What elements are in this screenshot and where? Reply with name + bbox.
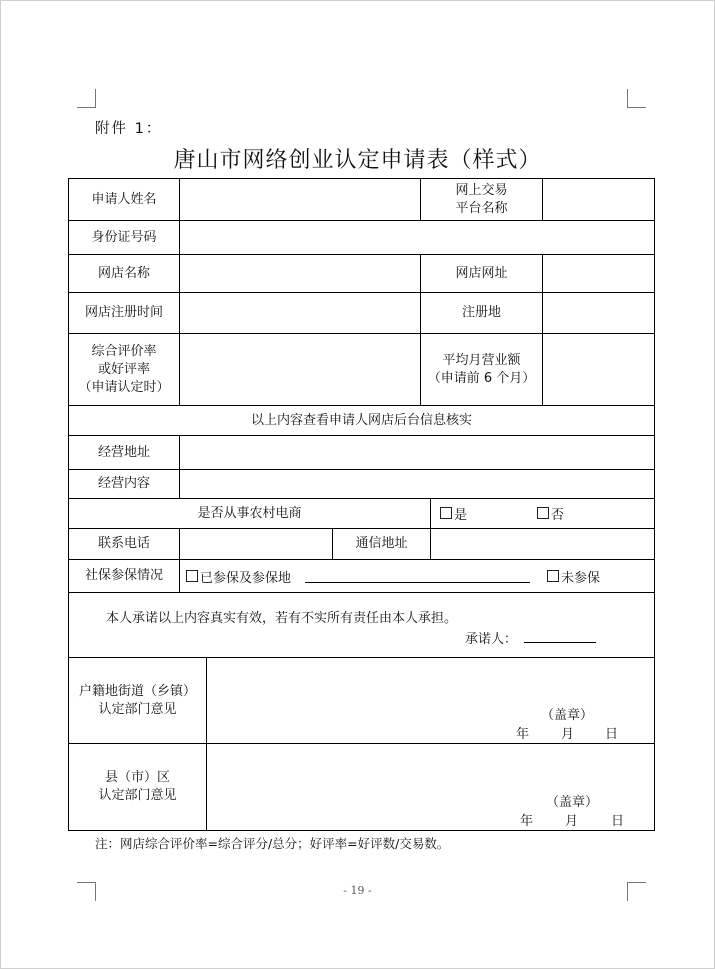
county-year-label: 年 — [520, 814, 534, 829]
register-place-label: 注册地 — [461, 305, 501, 320]
rural-no-option[interactable] — [537, 504, 564, 522]
rural-yes-option[interactable] — [440, 504, 467, 522]
business-content-field[interactable] — [180, 470, 654, 498]
phone-label: 联系电话 — [97, 536, 150, 551]
applicant-name-field[interactable] — [180, 179, 420, 220]
crop-mark-top-right — [627, 89, 646, 108]
form-border-right — [654, 178, 655, 831]
not-insured-checkbox[interactable] — [547, 570, 559, 582]
shop-url-field[interactable] — [543, 255, 654, 292]
revenue-label: 平均月营业额 （申请前 6 个月） — [427, 352, 536, 386]
pledger-label: 承诺人： — [465, 632, 518, 647]
applicant-name-label: 申请人姓名 — [91, 191, 157, 207]
mail-address-label: 通信地址 — [355, 536, 408, 551]
street-day-label: 日 — [605, 727, 619, 742]
business-address-field[interactable] — [180, 436, 654, 469]
rating-field[interactable] — [180, 334, 420, 405]
platform-label: 网上交易 平台名称 — [455, 182, 508, 216]
rural-ecommerce-label: 是否从事农村电商 — [197, 505, 302, 521]
attachment-label: 附件 1： — [95, 121, 163, 137]
business-address-label: 经营地址 — [97, 444, 150, 460]
column-divider — [206, 657, 207, 831]
form-border-bottom — [68, 830, 655, 831]
verify-note: 以上内容查看申请人网店后台信息核实 — [250, 412, 472, 428]
rural-no-label: 否 — [551, 507, 565, 523]
street-year-label: 年 — [516, 727, 530, 742]
county-day-label: 日 — [611, 814, 625, 829]
rural-yes-checkbox[interactable] — [440, 507, 452, 519]
insured-label: 已参保及参保地 — [200, 570, 292, 586]
register-time-field[interactable] — [180, 293, 420, 333]
phone-field[interactable] — [180, 529, 332, 559]
rural-no-checkbox[interactable] — [537, 507, 549, 519]
shop-name-field[interactable] — [180, 255, 420, 292]
street-opinion-label: 户籍地街道（乡镇） 认定部门意见 — [78, 683, 196, 717]
register-time-label: 网店注册时间 — [84, 305, 163, 320]
not-insured-label: 未参保 — [561, 570, 601, 586]
shop-url-label: 网店网址 — [455, 265, 508, 281]
revenue-field[interactable] — [543, 334, 654, 405]
street-seal-label: （盖章） — [541, 708, 594, 723]
county-month-label: 月 — [565, 814, 579, 829]
row-divider — [68, 592, 655, 593]
street-month-label: 月 — [561, 727, 575, 742]
pledge-text: 本人承诺以上内容真实有效，若有不实所有责任由本人承担。 — [106, 611, 458, 626]
application-form — [68, 178, 655, 831]
insured-checkbox[interactable] — [186, 570, 198, 582]
not-insured-option[interactable] — [547, 567, 600, 585]
footnote: 注：网店综合评价率=综合评分/总分；好评率=好评数/交易数。 — [95, 836, 450, 851]
business-content-label: 经营内容 — [97, 476, 150, 491]
crop-mark-top-left — [77, 89, 96, 108]
rating-label: 综合评价率 或好评率 （申请认定时） — [78, 343, 170, 395]
insured-option[interactable] — [186, 567, 291, 585]
id-number-label: 身份证号码 — [91, 229, 157, 245]
shop-name-label: 网店名称 — [97, 265, 150, 281]
platform-field[interactable] — [543, 179, 654, 220]
id-number-field[interactable] — [180, 221, 654, 254]
insurance-label: 社保参保情况 — [84, 568, 163, 583]
insured-place-line[interactable] — [305, 582, 530, 583]
mail-address-field[interactable] — [431, 529, 654, 559]
register-place-field[interactable] — [543, 293, 654, 333]
document-title: 唐山市网络创业认定申请表（样式） — [173, 148, 542, 173]
pledger-signature-line[interactable] — [524, 642, 596, 643]
county-seal-label: （盖章） — [546, 795, 599, 810]
county-opinion-label: 县（市）区 认定部门意见 — [98, 770, 177, 803]
rural-yes-label: 是 — [454, 507, 468, 523]
column-divider — [430, 498, 431, 529]
page-number: - 19 - — [343, 884, 372, 897]
